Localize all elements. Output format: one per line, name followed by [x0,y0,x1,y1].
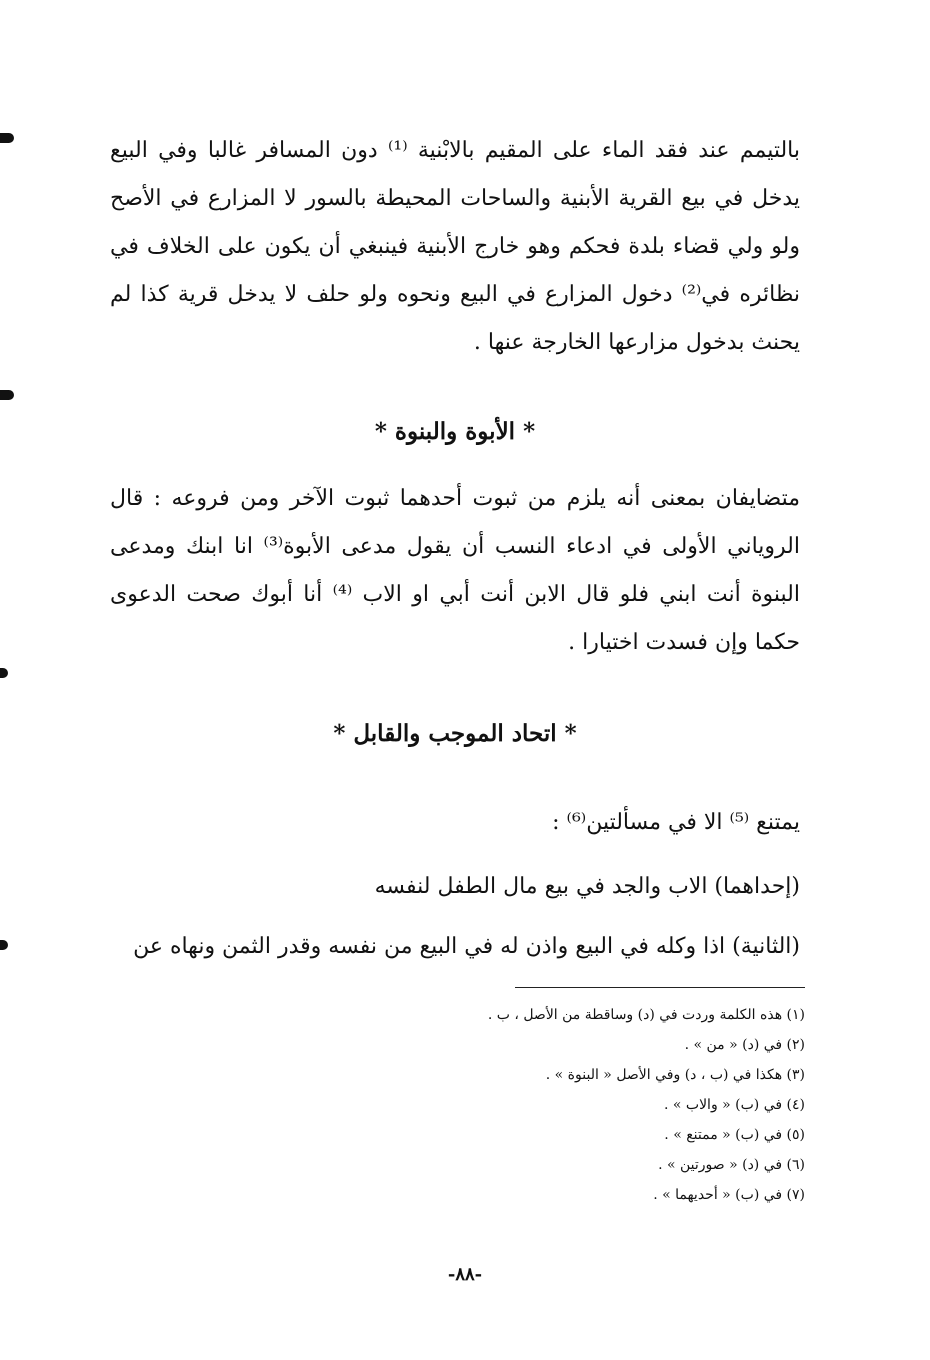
paragraph-1: بالتيمم عند فقد الماء على المقيم بالابْنية ⁽¹⁾ دون المسافر غالبا وفي البيع يدخل في بيع القرية الأبنية والساحات المحيطة بالسور لا المزارع في الأصح ولو ولي قضاء بلدة فحكم وهو خارج الأبنية فينبغي أن يكون على الخلاف في نظائره في⁽²⁾ دخول المزارع في البيع ونحوه ولو حلف لا يدخل قرية كذا لم يحنث بدخول مزارعها الخارجة عنها . [110,138,801,355]
paragraph-2: متضايفان بمعنى أنه يلزم من ثبوت أحدهما ثبوت الآخر ومن فروعه : قال الروياني الأولى في ادعاء النسب أن يقول مدعى الأبوة⁽³⁾ انا ابنك ومدعى البنوة أنت ابني فلو قال الابن أنت أبي او الاب ⁽⁴⁾ أنا أبوك صحت الدعوى حكما وإن فسدت اختيارا . [110,486,801,655]
footnote: (٦) في (د) « صورتين » . [658,1157,805,1173]
footnote-separator [515,987,805,988]
scan-edge-mark [0,940,8,950]
footnote: (٧) في (ب) « أحديهما » . [653,1187,805,1203]
section-heading-offer-acceptance: * اتحاد الموجب والقابل * [333,720,577,747]
page-number: -٨٨- [447,1264,483,1285]
footnote: (١) هذه الكلمة وردت في (د) وساقطة من الأصل ، ب . [487,1007,805,1023]
scan-edge-mark [0,390,14,400]
scan-edge-mark [0,133,14,143]
footnote: (٤) في (ب) « والاب » . [663,1097,805,1113]
footnote: (٢) في (د) « من » . [684,1037,805,1053]
second-case-line: (الثانية) اذا وكله في البيع واذن له في البيع من نفسه وقدر الثمن ونهاه عن [133,934,800,959]
first-case-line: (إحداهما) الاب والجد في بيع مال الطفل لنفسه [374,874,800,899]
intro-line: يمتنع ⁽⁵⁾ الا في مسألتين⁽⁶⁾ : [552,810,800,835]
footnotes [385,1000,805,1210]
scan-edge-mark [0,668,8,678]
footnote: (٣) هكذا في (ب ، د) وفي الأصل « البنوة » . [545,1067,805,1083]
footnote: (٥) في (ب) « ممتنع » . [664,1127,805,1143]
section-heading-fatherhood-sonhood: * الأبوة والبنوة * [374,418,536,445]
